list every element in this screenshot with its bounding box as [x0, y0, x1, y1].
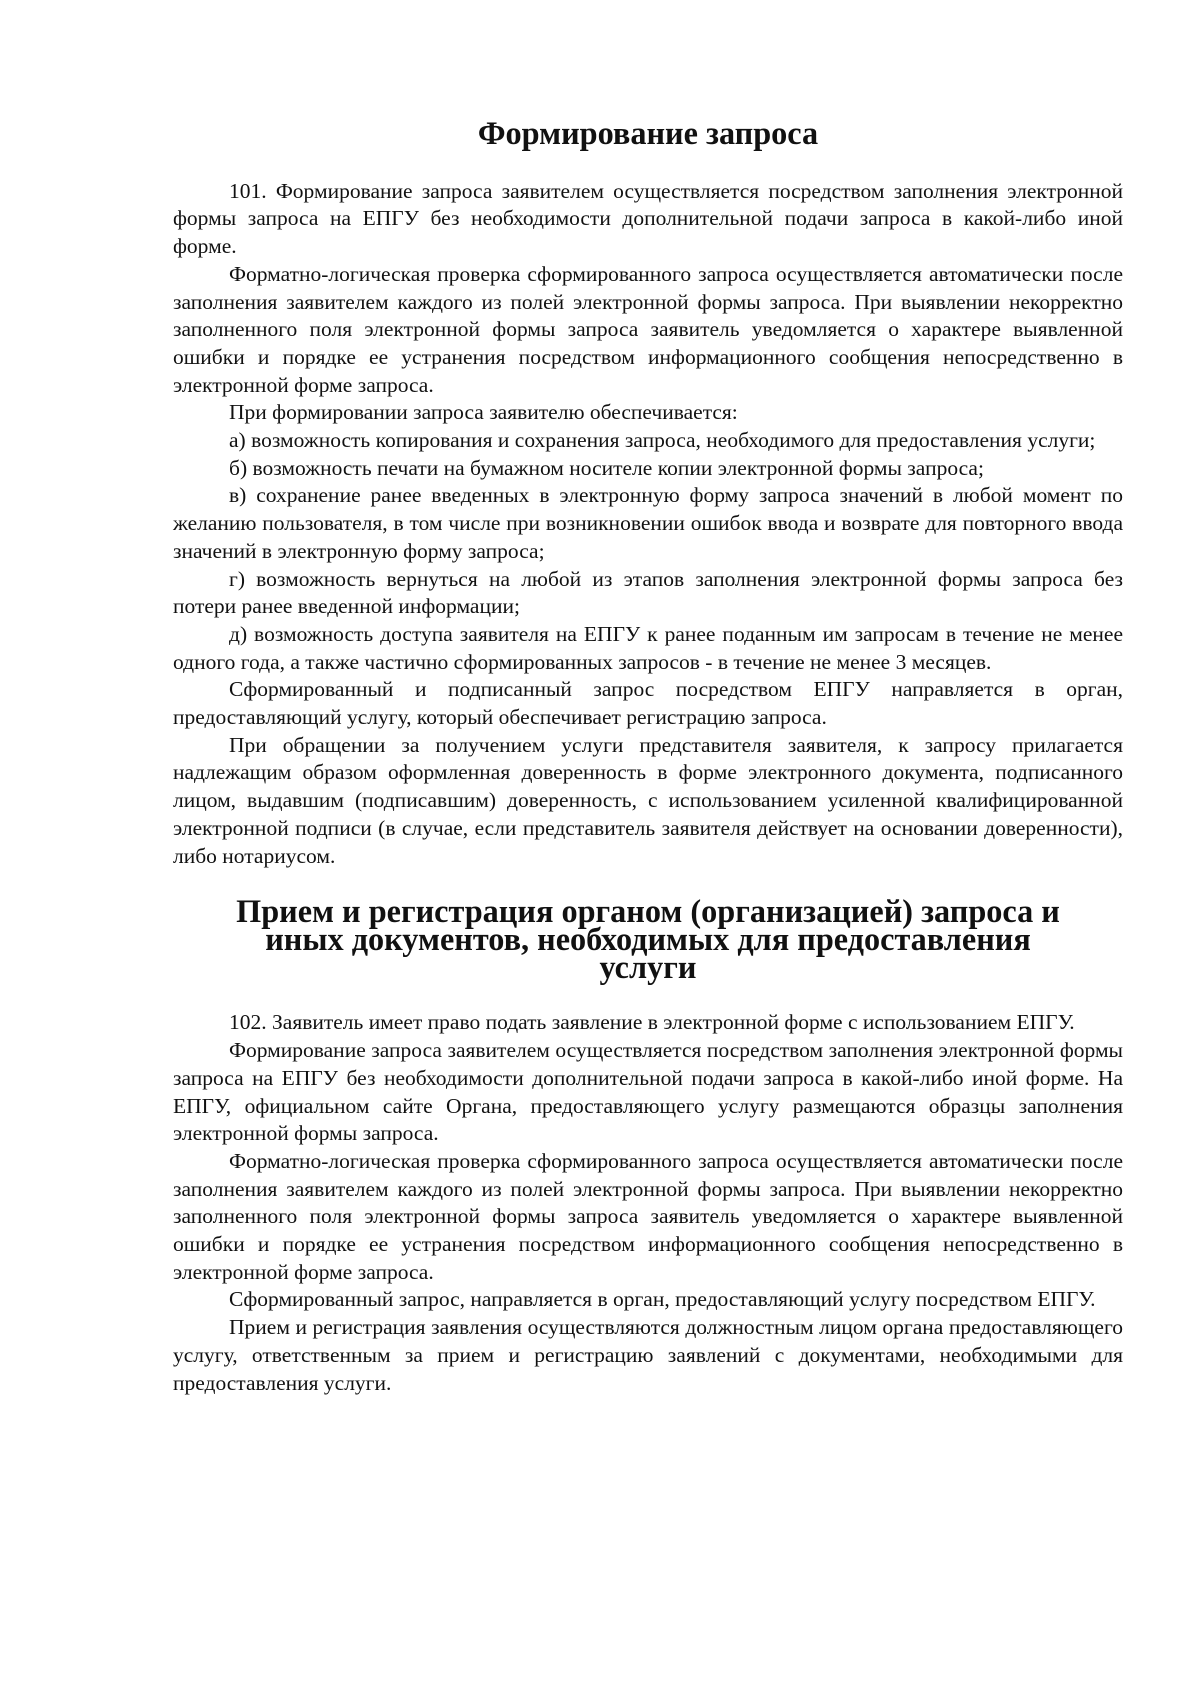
section-heading-request-formation: Формирование запроса [477, 115, 819, 151]
paragraph: 101. Формирование запроса заявителем осуществляется посредством заполнения электронной формы запроса на ЕПГУ без необходимости дополнительной подачи запроса в какой-либо иной форме. [173, 178, 1123, 259]
list-item: в) сохранение ранее введенных в электронную форму запроса значений в любой момент по желанию пользователя, в том числе при возникновении ошибок ввода и возврате для повторного ввода значений в электронную форму запроса; [173, 483, 1123, 563]
paragraph: Сформированный и подписанный запрос посредством ЕПГУ направляется в орган, предоставляющий услугу, который обеспечивает регистрацию запроса. [173, 677, 1123, 730]
document-page [173, 115, 1123, 1397]
paragraph: Формирование запроса заявителем осуществляется посредством заполнения электронной формы запроса на ЕПГУ без необходимости дополнительной подачи запроса в какой-либо иной форме. На ЕПГУ, официальном сайте Органа, предоставляющего услугу размещаются образцы заполнения электронной формы запроса. [173, 1038, 1123, 1146]
paragraph: 102. Заявитель имеет право подать заявление в электронной форме с использованием ЕПГУ. [229, 1010, 1075, 1035]
paragraph: Форматно-логическая проверка сформированного запроса осуществляется автоматически после заполнения заявителем каждого из полей электронной формы запроса. При выявлении некорректно заполненного поля электронной формы запроса заявитель уведомляется о характере выявленной ошибки и порядке ее устранения посредством информационного сообщения непосредственно в электронной форме запроса. [173, 261, 1123, 397]
list-item: а) возможность копирования и сохранения запроса, необходимого для предоставления услуги; [229, 428, 1096, 453]
list-item: б) возможность печати на бумажном носителе копии электронной формы запроса; [229, 455, 984, 480]
paragraph: Сформированный запрос, направляется в орган, предоставляющий услугу посредством ЕПГУ. [229, 1287, 1096, 1312]
list-item: г) возможность вернуться на любой из этапов заполнения электронной формы запроса без потери ранее введенной информации; [173, 566, 1123, 619]
section-body-request-formation [173, 178, 1123, 871]
paragraph: Прием и регистрация заявления осуществляются должностным лицом органа предоставляющего услугу, ответственным за прием и регистрацию заявлений с документами, необходимыми для предоставления услуги. [173, 1315, 1123, 1395]
list-item: д) возможность доступа заявителя на ЕПГУ к ранее поданным им запросам в течение не менее одного года, а также частично сформированных запросов - в течение не менее 3 месяцев. [173, 621, 1123, 674]
paragraph: Форматно-логическая проверка сформированного запроса осуществляется автоматически после заполнения заявителем каждого из полей электронной формы запроса. При выявлении некорректно заполненного поля электронной формы запроса заявитель уведомляется о характере выявленной ошибки и порядке ее устранения посредством информационного сообщения непосредственно в электронной форме запроса. [173, 1148, 1123, 1284]
section-body-reception-registration [173, 1009, 1123, 1397]
paragraph: При формировании запроса заявителю обеспечивается: [229, 400, 738, 425]
paragraph: При обращении за получением услуги представителя заявителя, к запросу прилагается надлежащим образом оформленная доверенность в форме электронного документа, подписанного лицом, выдавшим (подписавшим) доверенность, с использованием усиленной квалифицированной электронной подписи (в случае, если представитель заявителя действует на основании доверенности), либо нотариусом. [173, 732, 1123, 868]
section-heading-reception-registration: Прием и регистрация органом (организацией) запроса и иных документов, необходимых для предоставления услуги [236, 893, 1060, 985]
